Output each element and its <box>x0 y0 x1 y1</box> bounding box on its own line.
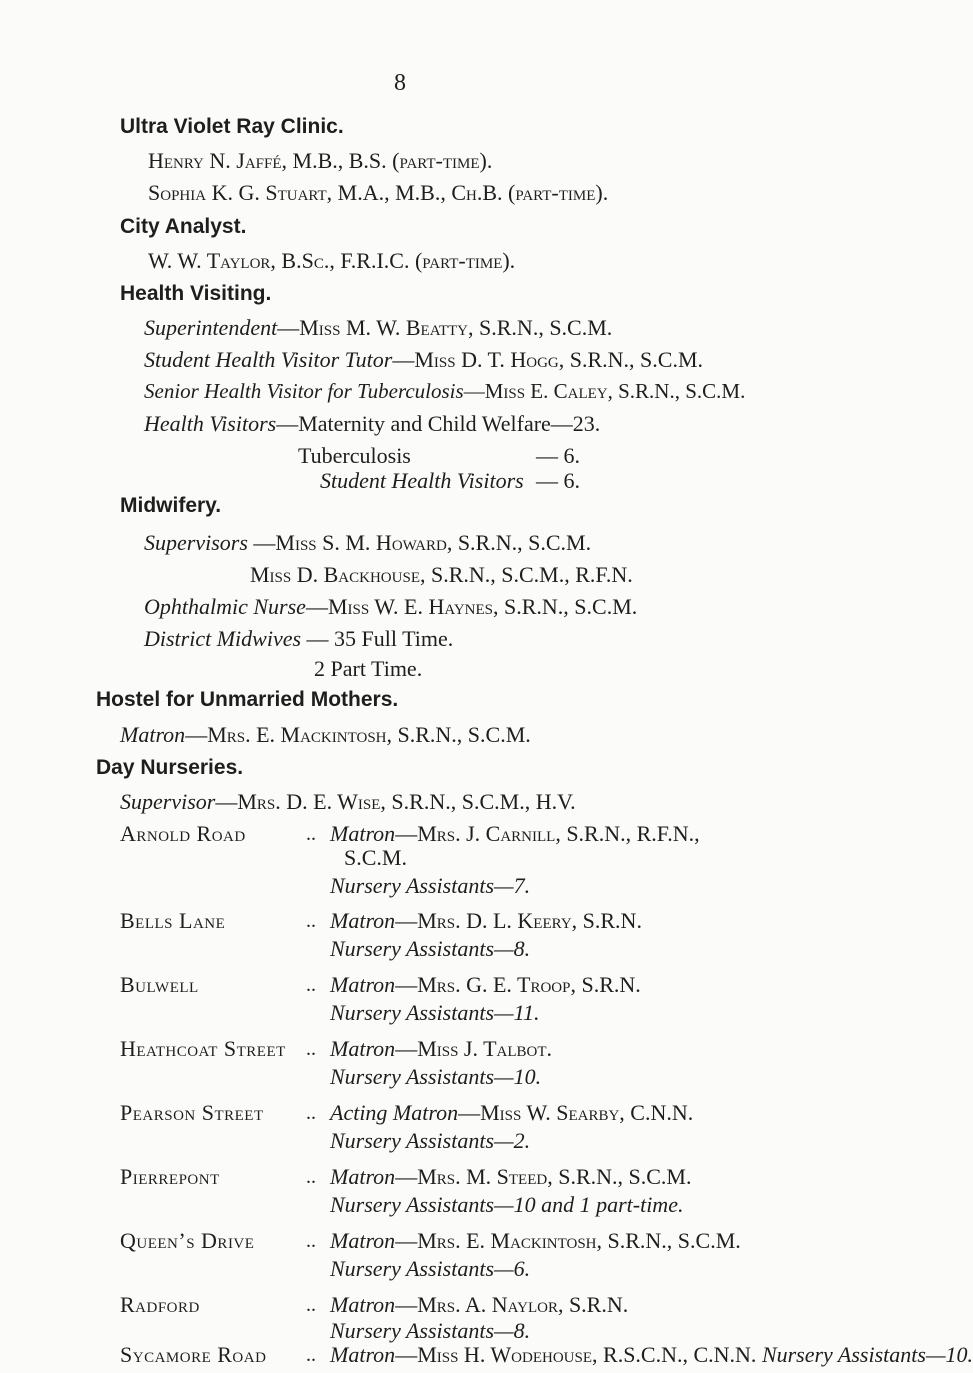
nursery-assistants-line <box>330 1064 541 1090</box>
nurseries-supervisor-line <box>120 789 576 815</box>
nursery-matron-name: —Miss W. Searby, C.N.N. <box>458 1100 694 1125</box>
nursery-location: Queen’s Drive <box>120 1228 255 1253</box>
nursery-location: Bells Lane <box>120 908 226 933</box>
leader-dots: .. <box>306 1294 316 1316</box>
health-visitors-line <box>144 411 600 437</box>
hostel-matron-name: —Mrs. E. Mackintosh, S.R.N., S.C.M. <box>185 722 531 747</box>
tb-value: — 6. <box>536 443 580 468</box>
ophthalmic-role: Ophthalmic Nurse <box>144 594 306 619</box>
supervisor-2: Miss D. Backhouse, S.R.N., S.C.M., R.F.N. <box>250 562 633 587</box>
nursery-matron-name: —Miss H. Wodehouse, R.S.C.N., <box>395 1342 688 1367</box>
analyst-heading: City Analyst. <box>120 215 247 238</box>
nurseries-supervisor-name: —Mrs. D. E. Wise, S.R.N., S.C.M., H.V. <box>215 789 576 814</box>
nursery-matron-line <box>330 1228 741 1254</box>
nursery-matron-role: Matron <box>330 908 396 933</box>
nursery-assistants-line <box>330 936 530 962</box>
nursery-assistants-line <box>330 873 530 899</box>
nursery-assistants-value: —10. <box>494 1064 542 1089</box>
uv-clinic-line-2: Sophia K. G. Stuart, M.A., M.B., Ch.B. (part-time). <box>148 180 609 205</box>
nursery-assistants-line <box>330 1000 539 1026</box>
hostel-heading: Hostel for Unmarried Mothers. <box>96 688 399 711</box>
nursery-matron-name-cont: S.C.M. <box>344 845 407 870</box>
nursery-matron-line <box>330 908 642 934</box>
nursery-location: Bulwell <box>120 972 199 997</box>
district-role: District Midwives <box>144 626 302 651</box>
nursery-matron-role: Matron <box>330 1036 396 1061</box>
nursery-matron-name: —Mrs. M. Steed, S.R.N., S.C.M. <box>395 1164 692 1189</box>
supervisors-role: Supervisors <box>144 530 248 555</box>
leader-dots: .. <box>306 1230 316 1252</box>
nursery-assistants-line <box>330 1192 683 1218</box>
nursery-location: Heathcoat Street <box>120 1036 286 1061</box>
nursery-matron-role: Matron <box>330 821 396 846</box>
leader-dots: .. <box>306 1344 316 1366</box>
nursery-matron-name: —Mrs. G. E. Troop, S.R.N. <box>395 972 641 997</box>
nursery-assistants-label: Nursery Assistants <box>330 1256 495 1281</box>
nursery-matron-line <box>330 1164 691 1190</box>
ophthalmic-name: —Miss W. E. Haynes, S.R.N., S.C.M. <box>305 594 638 619</box>
nursery-matron-role: Matron <box>330 1342 396 1367</box>
nursery-assistants-value: —8. <box>494 936 531 961</box>
leader-dots: .. <box>306 910 316 932</box>
nursery-assistants-value: —7. <box>494 873 531 898</box>
leader-dots: .. <box>306 1038 316 1060</box>
nursery-location: Pierrepont <box>120 1164 220 1189</box>
nursery-assistants-label: Nursery Assistants <box>761 1342 926 1367</box>
nursery-matron-line <box>330 1292 628 1318</box>
nursery-matron-name: —Mrs. D. L. Keery, S.R.N. <box>395 908 642 933</box>
nursery-assistants-value: —10. <box>925 1342 973 1367</box>
nursery-matron-line <box>330 972 641 998</box>
student-hv-label <box>320 468 524 494</box>
nursery-assistants-value: —2. <box>494 1128 531 1153</box>
superintendent-role: Superintendent <box>144 315 278 340</box>
day-nurseries-heading: Day Nurseries. <box>96 756 244 779</box>
senior-hv-line <box>144 379 745 404</box>
nursery-location: Sycamore Road <box>120 1342 267 1367</box>
nursery-matron-line <box>330 821 700 847</box>
nursery-assistants-label: Nursery Assistants <box>330 873 495 898</box>
health-visitors-text: —Maternity and Child Welfare—23. <box>276 411 601 436</box>
district-full: — 35 Full Time. <box>306 626 454 651</box>
nursery-matron-role: Matron <box>330 1164 396 1189</box>
uv-clinic-heading: Ultra Violet Ray Clinic. <box>120 115 344 138</box>
midwifery-heading: Midwifery. <box>120 494 222 517</box>
nursery-assistants-label: Nursery Assistants <box>330 1064 495 1089</box>
nursery-assistants-value: —8. <box>494 1318 531 1343</box>
senior-hv-role: Senior Health Visitor for Tuberculosis <box>144 379 464 403</box>
nursery-matron-role: Matron <box>330 972 396 997</box>
nursery-location: Arnold Road <box>120 821 246 846</box>
analyst-line: W. W. Taylor, B.Sc., F.R.I.C. (part-time). <box>148 248 516 273</box>
superintendent-name: —Miss M. W. Beatty, S.R.N., S.C.M. <box>277 315 613 340</box>
nursery-assistants-value: —6. <box>494 1256 531 1281</box>
leader-dots: .. <box>306 974 316 996</box>
tutor-line <box>144 347 703 373</box>
health-visitors-role: Health Visitors <box>144 411 277 436</box>
nursery-matron-name: —Mrs. A. Naylor, S.R.N. <box>395 1292 629 1317</box>
nursery-assistants-label: Nursery Assistants <box>330 1318 495 1343</box>
nursery-matron-name-cont: C.N.N. <box>693 1342 757 1367</box>
leader-dots: .. <box>306 1102 316 1124</box>
nursery-assistants-label: Nursery Assistants <box>330 1000 495 1025</box>
supervisor-1: —Miss S. M. Howard, S.R.N., S.C.M. <box>253 530 592 555</box>
nursery-assistants-value: —10 and 1 part-time. <box>494 1192 684 1217</box>
nursery-matron-name: —Miss J. Talbot. <box>395 1036 553 1061</box>
hostel-matron-role: Matron <box>120 722 186 747</box>
hostel-matron-line <box>120 722 531 748</box>
health-visiting-heading: Health Visiting. <box>120 282 272 305</box>
ophthalmic-line <box>144 594 637 620</box>
nursery-assistants-label: Nursery Assistants <box>330 1192 495 1217</box>
district-part: 2 Part Time. <box>314 656 423 681</box>
nursery-matron-name: —Mrs. E. Mackintosh, S.R.N., S.C.M. <box>395 1228 741 1253</box>
nursery-matron-line <box>330 1036 552 1062</box>
leader-dots: .. <box>306 1166 316 1188</box>
leader-dots: .. <box>306 823 316 845</box>
district-line <box>144 626 453 652</box>
nursery-matron-line <box>330 1100 693 1126</box>
superintendent-line <box>144 315 612 341</box>
senior-hv-name: —Miss E. Caley, S.R.N., S.C.M. <box>463 379 746 403</box>
nursery-matron-role: Matron <box>330 1228 396 1253</box>
nursery-assistants-line <box>330 1128 530 1154</box>
nursery-location: Pearson Street <box>120 1100 264 1125</box>
student-hv-label-text: Student Health Visitors <box>320 468 524 493</box>
nursery-location: Radford <box>120 1292 200 1317</box>
nursery-matron-role: Matron <box>330 1292 396 1317</box>
tb-label: Tuberculosis <box>298 443 411 468</box>
supervisors-line <box>144 530 591 556</box>
uv-clinic-line-1: Henry N. Jaffé, M.B., B.S. (part-time). <box>148 148 493 173</box>
nursery-matron-role: Acting Matron <box>330 1100 459 1125</box>
tutor-name: —Miss D. T. Hogg, S.R.N., S.C.M. <box>392 347 704 372</box>
tutor-role: Student Health Visitor Tutor <box>144 347 393 372</box>
nurseries-supervisor-role: Supervisor <box>120 789 216 814</box>
nursery-assistants-value: —11. <box>494 1000 540 1025</box>
page-number: 8 <box>394 70 406 96</box>
nursery-assistants-label: Nursery Assistants <box>330 1128 495 1153</box>
nursery-assistants-line <box>330 1256 530 1282</box>
nursery-matron-name: —Mrs. J. Carnill, S.R.N., R.F.N., <box>395 821 700 846</box>
student-hv-value: — 6. <box>536 468 580 493</box>
nursery-matron-line <box>330 1342 973 1368</box>
nursery-assistants-line <box>330 1318 530 1344</box>
nursery-assistants-label: Nursery Assistants <box>330 936 495 961</box>
